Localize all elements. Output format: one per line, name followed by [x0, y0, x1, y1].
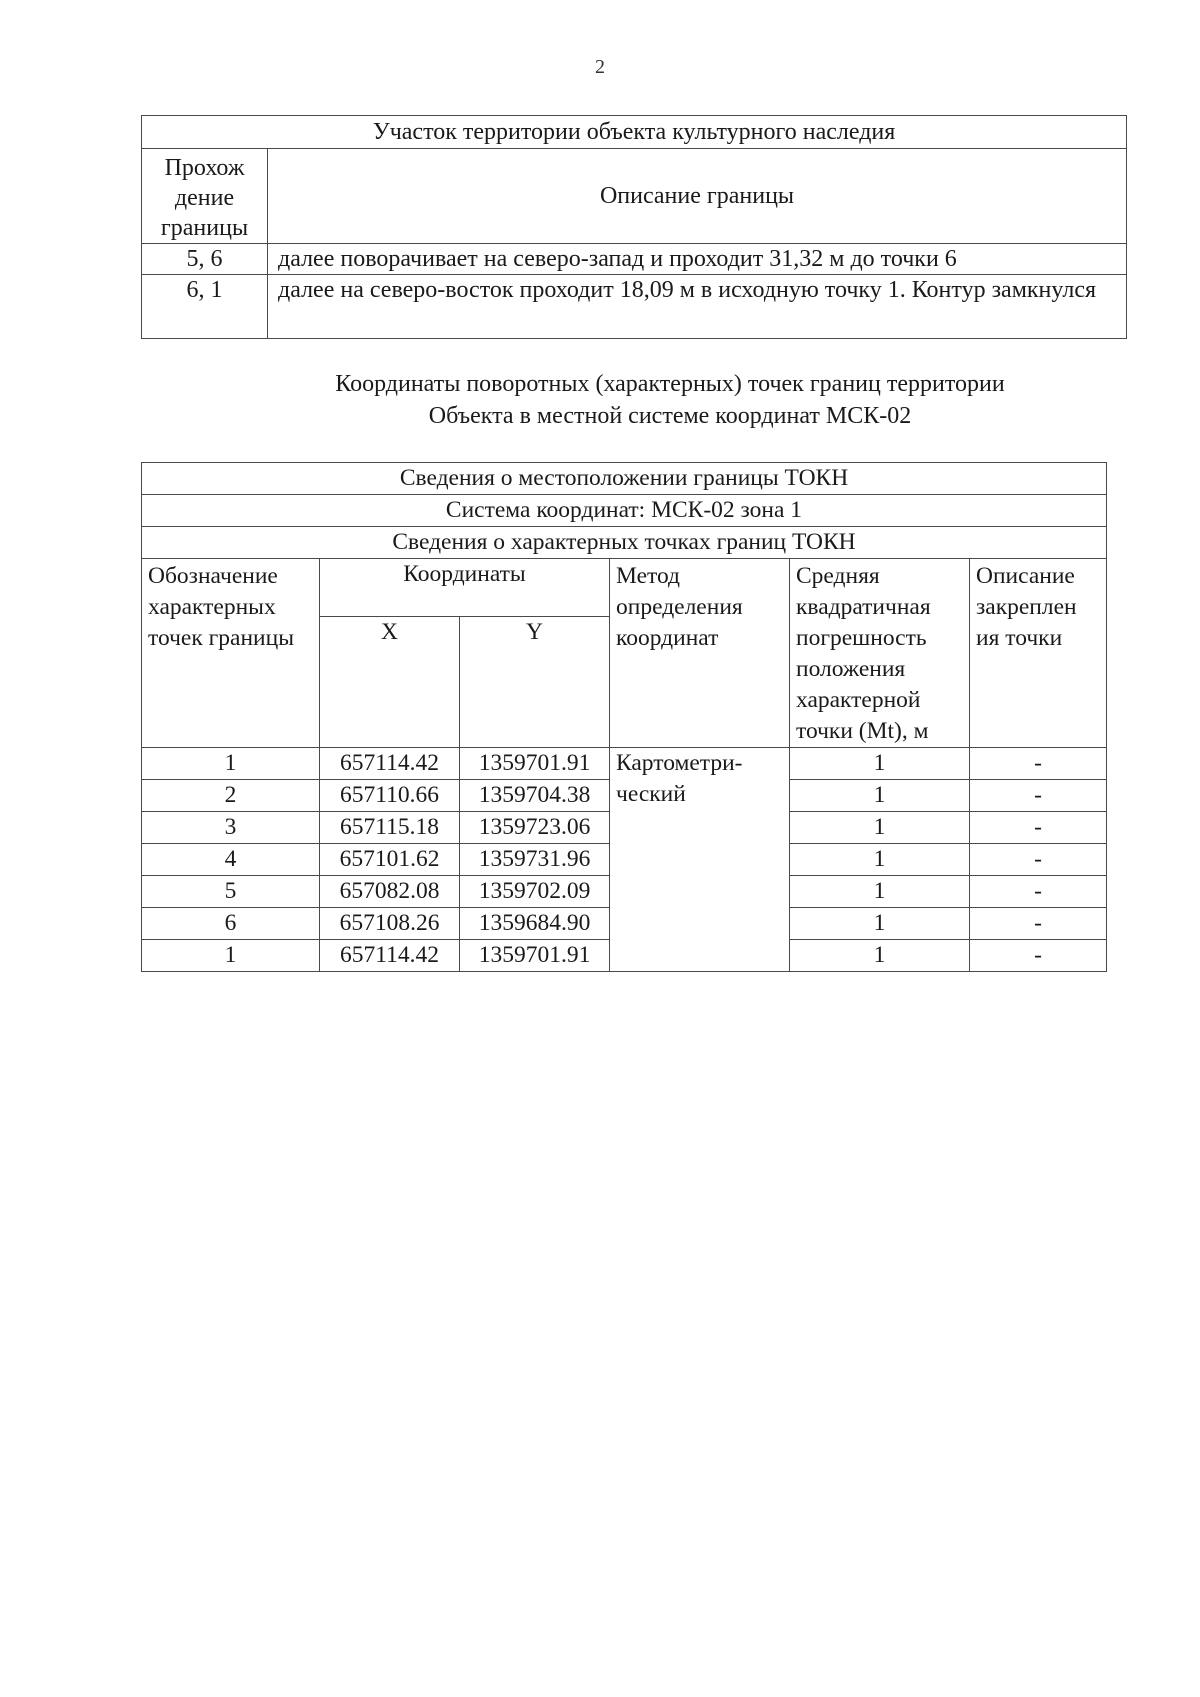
y-cell: 1359731.96 [460, 844, 610, 876]
col-x-header: X [320, 617, 460, 748]
col-description-header: Описание границы [268, 149, 1127, 244]
table2-title-1: Сведения о местоположении границы ТОКН [142, 463, 1107, 495]
x-cell: 657110.66 [320, 780, 460, 812]
col-coords-header: Координаты [320, 559, 610, 617]
point-cell: 6 [142, 908, 320, 940]
col-error-header: Средняя квадратичная погрешность положения характерной точки (Mt), м [790, 559, 970, 748]
segment-cell: 6, 1 [142, 275, 268, 339]
y-cell: 1359701.91 [460, 940, 610, 972]
point-cell: 5 [142, 876, 320, 908]
boundary-description-table [141, 115, 1127, 339]
col-fix-header: Описание закреплен ия точки [970, 559, 1107, 748]
description-cell: далее на северо-восток проходит 18,09 м в исходную точку 1. Контур замкнулся [268, 275, 1127, 339]
error-cell: 1 [790, 876, 970, 908]
table2-header-row [142, 559, 1107, 617]
error-cell: 1 [790, 780, 970, 812]
heading-line-1: Координаты поворотных (характерных) точек границ территории [335, 371, 1005, 397]
table1-header-row [142, 149, 1127, 244]
description-cell: далее поворачивает на северо-запад и проходит 31,32 м до точки 6 [268, 244, 1127, 275]
x-cell: 657108.26 [320, 908, 460, 940]
error-cell: 1 [790, 812, 970, 844]
error-cell: 1 [790, 748, 970, 780]
coordinates-table [141, 462, 1107, 972]
fix-cell: - [970, 940, 1107, 972]
fix-cell: - [970, 780, 1107, 812]
x-cell: 657114.42 [320, 748, 460, 780]
point-cell: 2 [142, 780, 320, 812]
table2-title-row [142, 495, 1107, 527]
error-cell: 1 [790, 908, 970, 940]
y-cell: 1359684.90 [460, 908, 610, 940]
x-cell: 657115.18 [320, 812, 460, 844]
table-row [142, 748, 1107, 780]
table2-title-row [142, 527, 1107, 559]
point-cell: 1 [142, 940, 320, 972]
fix-cell: - [970, 812, 1107, 844]
table-row [142, 275, 1127, 339]
x-cell: 657114.42 [320, 940, 460, 972]
y-cell: 1359701.91 [460, 748, 610, 780]
fix-cell: - [970, 748, 1107, 780]
point-cell: 4 [142, 844, 320, 876]
error-cell: 1 [790, 844, 970, 876]
x-cell: 657101.62 [320, 844, 460, 876]
y-cell: 1359702.09 [460, 876, 610, 908]
fix-cell: - [970, 876, 1107, 908]
y-cell: 1359723.06 [460, 812, 610, 844]
table2-title-3: Сведения о характерных точках границ ТОКН [142, 527, 1107, 559]
coordinates-heading [280, 368, 1060, 432]
method-cell: Картометри- ческий [610, 748, 790, 972]
table1-title: Участок территории объекта культурного наследия [142, 116, 1127, 149]
fix-cell: - [970, 844, 1107, 876]
table1-title-row [142, 116, 1127, 149]
y-cell: 1359704.38 [460, 780, 610, 812]
error-cell: 1 [790, 940, 970, 972]
segment-cell: 5, 6 [142, 244, 268, 275]
point-cell: 3 [142, 812, 320, 844]
heading-line-2: Объекта в местной системе координат МСК-02 [428, 403, 912, 429]
table2-title-2: Система координат: МСК-02 зона 1 [142, 495, 1107, 527]
col-method-header: Метод определения координат [610, 559, 790, 748]
table-row [142, 244, 1127, 275]
col-y-header: Y [460, 617, 610, 748]
col-point-header: Обозначение характерных точек границы [142, 559, 320, 748]
x-cell: 657082.08 [320, 876, 460, 908]
fix-cell: - [970, 908, 1107, 940]
page-number: 2 [595, 56, 605, 78]
col-passage-header: Прохож дение границы [142, 149, 268, 244]
point-cell: 1 [142, 748, 320, 780]
table2-title-row [142, 463, 1107, 495]
